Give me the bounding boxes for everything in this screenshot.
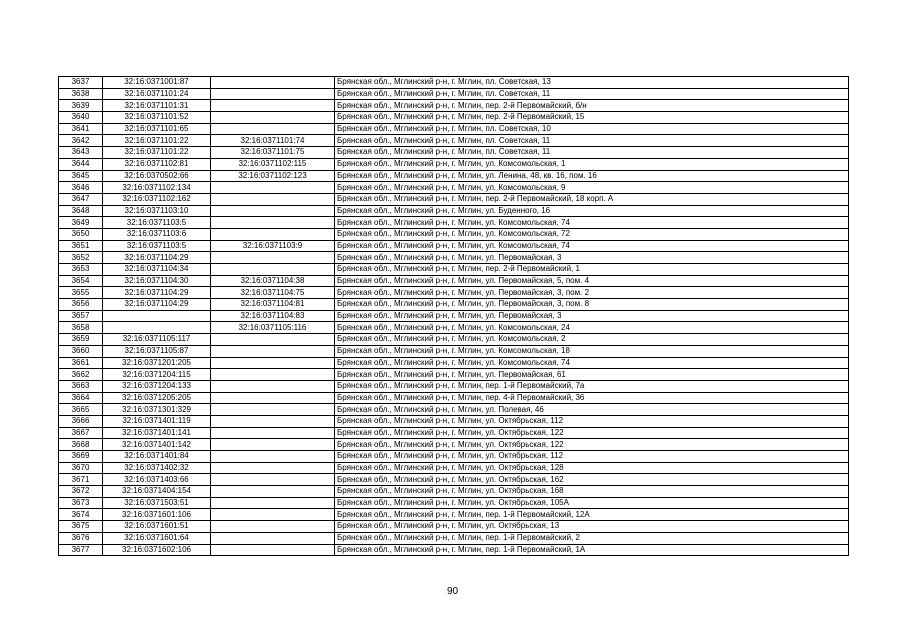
row-number-cell: 3658 [59, 322, 103, 334]
cadastral-number-cell: 32:16:0371204:133 [103, 380, 211, 392]
cadastral-table [58, 76, 849, 556]
object-cadastral-number-cell: 32:16:0371103:9 [211, 240, 335, 252]
object-cadastral-number-cell [211, 228, 335, 240]
object-cadastral-number-cell [211, 334, 335, 346]
cadastral-number-cell: 32:16:0371104:30 [103, 275, 211, 287]
row-number-cell: 3670 [59, 462, 103, 474]
object-cadastral-number-cell: 32:16:0371105:116 [211, 322, 335, 334]
table-row [59, 474, 849, 486]
cadastral-number-cell: 32:16:0371101:31 [103, 100, 211, 112]
address-cell: Брянская обл., Мглинский р-н, г. Мглин, пл. Советская, 10 [335, 123, 849, 135]
address-cell: Брянская обл., Мглинский р-н, г. Мглин, ул. Первомайская, 3, пом. 2 [335, 287, 849, 299]
row-number-cell: 3638 [59, 88, 103, 100]
row-number-cell: 3645 [59, 170, 103, 182]
cadastral-number-cell: 32:16:0370502:66 [103, 170, 211, 182]
cadastral-number-cell: 32:16:0371105:117 [103, 334, 211, 346]
object-cadastral-number-cell [211, 532, 335, 544]
cadastral-number-cell: 32:16:0371103:10 [103, 205, 211, 217]
table-row [59, 299, 849, 311]
table-row [59, 135, 849, 147]
address-cell: Брянская обл., Мглинский р-н, г. Мглин, ул. Октябрьская, 122 [335, 427, 849, 439]
cadastral-number-cell: 32:16:0371102:81 [103, 158, 211, 170]
cadastral-number-cell: 32:16:0371104:34 [103, 264, 211, 276]
address-cell: Брянская обл., Мглинский р-н, г. Мглин, ул. Первомайская, 5, пом. 4 [335, 275, 849, 287]
cadastral-number-cell: 32:16:0371001:87 [103, 77, 211, 89]
address-cell: Брянская обл., Мглинский р-н, г. Мглин, ул. Октябрьская, 162 [335, 474, 849, 486]
address-cell: Брянская обл., Мглинский р-н, г. Мглин, пер. 2-й Первомайский, б/н [335, 100, 849, 112]
object-cadastral-number-cell: 32:16:0371101:75 [211, 147, 335, 159]
cadastral-number-cell: 32:16:0371205:205 [103, 392, 211, 404]
row-number-cell: 3657 [59, 310, 103, 322]
table-row [59, 357, 849, 369]
address-cell: Брянская обл., Мглинский р-н, г. Мглин, пл. Советская, 11 [335, 88, 849, 100]
object-cadastral-number-cell: 32:16:0371104:81 [211, 299, 335, 311]
row-number-cell: 3674 [59, 509, 103, 521]
row-number-cell: 3647 [59, 193, 103, 205]
row-number-cell: 3660 [59, 345, 103, 357]
cadastral-number-cell: 32:16:0371105:87 [103, 345, 211, 357]
address-cell: Брянская обл., Мглинский р-н, г. Мглин, пер. 2-й Первомайский, 15 [335, 112, 849, 124]
row-number-cell: 3662 [59, 369, 103, 381]
cadastral-number-cell: 32:16:0371104:29 [103, 287, 211, 299]
cadastral-number-cell [103, 310, 211, 322]
object-cadastral-number-cell [211, 77, 335, 89]
table-row [59, 217, 849, 229]
table-row [59, 369, 849, 381]
address-cell: Брянская обл., Мглинский р-н, г. Мглин, ул. Комсомольская, 74 [335, 217, 849, 229]
cadastral-number-cell: 32:16:0371101:65 [103, 123, 211, 135]
object-cadastral-number-cell [211, 380, 335, 392]
row-number-cell: 3654 [59, 275, 103, 287]
cadastral-number-cell: 32:16:0371104:29 [103, 252, 211, 264]
cadastral-number-cell: 32:16:0371201:205 [103, 357, 211, 369]
address-cell: Брянская обл., Мглинский р-н, г. Мглин, пер. 4-й Первомайский, 36 [335, 392, 849, 404]
cadastral-number-cell [103, 322, 211, 334]
table-row [59, 345, 849, 357]
row-number-cell: 3639 [59, 100, 103, 112]
table-row [59, 380, 849, 392]
object-cadastral-number-cell: 32:16:0371101:74 [211, 135, 335, 147]
table-row [59, 100, 849, 112]
table-row [59, 532, 849, 544]
table-row [59, 439, 849, 451]
object-cadastral-number-cell [211, 100, 335, 112]
address-cell: Брянская обл., Мглинский р-н, г. Мглин, ул. Первомайская, 3 [335, 310, 849, 322]
table-row [59, 415, 849, 427]
table-row [59, 310, 849, 322]
address-cell: Брянская обл., Мглинский р-н, г. Мглин, пер. 1-й Первомайский, 2 [335, 532, 849, 544]
table-row [59, 205, 849, 217]
table-row [59, 275, 849, 287]
object-cadastral-number-cell [211, 112, 335, 124]
object-cadastral-number-cell: 32:16:0371102:115 [211, 158, 335, 170]
row-number-cell: 3663 [59, 380, 103, 392]
address-cell: Брянская обл., Мглинский р-н, г. Мглин, ул. Комсомольская, 74 [335, 240, 849, 252]
row-number-cell: 3672 [59, 486, 103, 498]
table-row [59, 88, 849, 100]
row-number-cell: 3643 [59, 147, 103, 159]
row-number-cell: 3676 [59, 532, 103, 544]
address-cell: Брянская обл., Мглинский р-н, г. Мглин, ул. Комсомольская, 1 [335, 158, 849, 170]
row-number-cell: 3653 [59, 264, 103, 276]
row-number-cell: 3656 [59, 299, 103, 311]
cadastral-number-cell: 32:16:0371401:84 [103, 451, 211, 463]
row-number-cell: 3637 [59, 77, 103, 89]
row-number-cell: 3666 [59, 415, 103, 427]
table-row [59, 193, 849, 205]
object-cadastral-number-cell [211, 451, 335, 463]
object-cadastral-number-cell [211, 123, 335, 135]
table-row [59, 264, 849, 276]
address-cell: Брянская обл., Мглинский р-н, г. Мглин, пл. Советская, 11 [335, 135, 849, 147]
address-cell: Брянская обл., Мглинский р-н, г. Мглин, ул. Октябрьская, 128 [335, 462, 849, 474]
table-row [59, 462, 849, 474]
object-cadastral-number-cell [211, 88, 335, 100]
address-cell: Брянская обл., Мглинский р-н, г. Мглин, ул. Октябрьская, 122 [335, 439, 849, 451]
cadastral-number-cell: 32:16:0371102:162 [103, 193, 211, 205]
address-cell: Брянская обл., Мглинский р-н, г. Мглин, ул. Октябрьская, 112 [335, 451, 849, 463]
object-cadastral-number-cell [211, 252, 335, 264]
object-cadastral-number-cell [211, 182, 335, 194]
object-cadastral-number-cell [211, 544, 335, 556]
table-row [59, 123, 849, 135]
address-cell: Брянская обл., Мглинский р-н, г. Мглин, ул. Комсомольская, 9 [335, 182, 849, 194]
address-cell: Брянская обл., Мглинский р-н, г. Мглин, ул. Комсомольская, 2 [335, 334, 849, 346]
cadastral-number-cell: 32:16:0371404:154 [103, 486, 211, 498]
table-row [59, 404, 849, 416]
object-cadastral-number-cell [211, 217, 335, 229]
address-cell: Брянская обл., Мглинский р-н, г. Мглин, ул. Буденного, 16 [335, 205, 849, 217]
table-row [59, 147, 849, 159]
row-number-cell: 3649 [59, 217, 103, 229]
row-number-cell: 3651 [59, 240, 103, 252]
cadastral-number-cell: 32:16:0371503:51 [103, 497, 211, 509]
object-cadastral-number-cell [211, 345, 335, 357]
cadastral-number-cell: 32:16:0371301:329 [103, 404, 211, 416]
cadastral-number-cell: 32:16:0371601:64 [103, 532, 211, 544]
row-number-cell: 3641 [59, 123, 103, 135]
table-row [59, 544, 849, 556]
address-cell: Брянская обл., Мглинский р-н, г. Мглин, ул. Комсомольская, 72 [335, 228, 849, 240]
table-row [59, 521, 849, 533]
object-cadastral-number-cell [211, 439, 335, 451]
row-number-cell: 3655 [59, 287, 103, 299]
row-number-cell: 3671 [59, 474, 103, 486]
address-cell: Брянская обл., Мглинский р-н, г. Мглин, пл. Советская, 11 [335, 147, 849, 159]
table-row [59, 427, 849, 439]
cadastral-number-cell: 32:16:0371101:22 [103, 135, 211, 147]
object-cadastral-number-cell: 32:16:0371104:38 [211, 275, 335, 287]
row-number-cell: 3642 [59, 135, 103, 147]
object-cadastral-number-cell [211, 415, 335, 427]
address-cell: Брянская обл., Мглинский р-н, г. Мглин, ул. Ленина, 48, кв. 16, пом. 16 [335, 170, 849, 182]
address-cell: Брянская обл., Мглинский р-н, г. Мглин, ул. Первомайская, 3, пом. 8 [335, 299, 849, 311]
object-cadastral-number-cell [211, 205, 335, 217]
row-number-cell: 3677 [59, 544, 103, 556]
table-row [59, 170, 849, 182]
row-number-cell: 3644 [59, 158, 103, 170]
address-cell: Брянская обл., Мглинский р-н, г. Мглин, пер. 1-й Первомайский, 1А [335, 544, 849, 556]
row-number-cell: 3673 [59, 497, 103, 509]
object-cadastral-number-cell [211, 474, 335, 486]
cadastral-number-cell: 32:16:0371101:24 [103, 88, 211, 100]
cadastral-number-cell: 32:16:0371402:32 [103, 462, 211, 474]
table-row [59, 486, 849, 498]
cadastral-number-cell: 32:16:0371403:66 [103, 474, 211, 486]
cadastral-number-cell: 32:16:0371103:6 [103, 228, 211, 240]
address-cell: Брянская обл., Мглинский р-н, г. Мглин, пер. 1-й Первомайский, 12А [335, 509, 849, 521]
table-row [59, 77, 849, 89]
row-number-cell: 3659 [59, 334, 103, 346]
row-number-cell: 3652 [59, 252, 103, 264]
object-cadastral-number-cell [211, 509, 335, 521]
address-cell: Брянская обл., Мглинский р-н, г. Мглин, ул. Первомайская, 3 [335, 252, 849, 264]
object-cadastral-number-cell [211, 462, 335, 474]
row-number-cell: 3668 [59, 439, 103, 451]
row-number-cell: 3646 [59, 182, 103, 194]
cadastral-number-cell: 32:16:0371401:141 [103, 427, 211, 439]
row-number-cell: 3664 [59, 392, 103, 404]
row-number-cell: 3648 [59, 205, 103, 217]
cadastral-number-cell: 32:16:0371204:115 [103, 369, 211, 381]
cadastral-number-cell: 32:16:0371601:106 [103, 509, 211, 521]
cadastral-number-cell: 32:16:0371104:29 [103, 299, 211, 311]
cadastral-number-cell: 32:16:0371602:106 [103, 544, 211, 556]
table-row [59, 497, 849, 509]
object-cadastral-number-cell [211, 427, 335, 439]
cadastral-number-cell: 32:16:0371401:119 [103, 415, 211, 427]
table-row [59, 334, 849, 346]
object-cadastral-number-cell: 32:16:0371102:123 [211, 170, 335, 182]
address-cell: Брянская обл., Мглинский р-н, г. Мглин, пер. 2-й Первомайский, 18 корп. А [335, 193, 849, 205]
table-row [59, 392, 849, 404]
table-row [59, 112, 849, 124]
address-cell: Брянская обл., Мглинский р-н, г. Мглин, ул. Октябрьская, 112 [335, 415, 849, 427]
address-cell: Брянская обл., Мглинский р-н, г. Мглин, пл. Советская, 13 [335, 77, 849, 89]
table-row [59, 451, 849, 463]
address-cell: Брянская обл., Мглинский р-н, г. Мглин, ул. Комсомольская, 24 [335, 322, 849, 334]
table-row [59, 228, 849, 240]
object-cadastral-number-cell: 32:16:0371104:75 [211, 287, 335, 299]
table-row [59, 252, 849, 264]
object-cadastral-number-cell [211, 369, 335, 381]
row-number-cell: 3650 [59, 228, 103, 240]
cadastral-number-cell: 32:16:0371103:5 [103, 217, 211, 229]
address-cell: Брянская обл., Мглинский р-н, г. Мглин, ул. Комсомольская, 18 [335, 345, 849, 357]
table-row [59, 240, 849, 252]
object-cadastral-number-cell [211, 404, 335, 416]
address-cell: Брянская обл., Мглинский р-н, г. Мглин, ул. Первомайская, 61 [335, 369, 849, 381]
row-number-cell: 3667 [59, 427, 103, 439]
table-row [59, 158, 849, 170]
object-cadastral-number-cell [211, 264, 335, 276]
object-cadastral-number-cell [211, 521, 335, 533]
address-cell: Брянская обл., Мглинский р-н, г. Мглин, ул. Октябрьская, 105А [335, 497, 849, 509]
table-body [59, 77, 849, 556]
cadastral-number-cell: 32:16:0371101:52 [103, 112, 211, 124]
address-cell: Брянская обл., Мглинский р-н, г. Мглин, ул. Октябрьская, 13 [335, 521, 849, 533]
row-number-cell: 3661 [59, 357, 103, 369]
address-cell: Брянская обл., Мглинский р-н, г. Мглин, ул. Полевая, 46 [335, 404, 849, 416]
object-cadastral-number-cell [211, 486, 335, 498]
object-cadastral-number-cell [211, 193, 335, 205]
table-row [59, 509, 849, 521]
table-row [59, 287, 849, 299]
table-row [59, 182, 849, 194]
cadastral-number-cell: 32:16:0371101:22 [103, 147, 211, 159]
row-number-cell: 3669 [59, 451, 103, 463]
object-cadastral-number-cell [211, 497, 335, 509]
object-cadastral-number-cell [211, 392, 335, 404]
address-cell: Брянская обл., Мглинский р-н, г. Мглин, ул. Октябрьская, 168 [335, 486, 849, 498]
address-cell: Брянская обл., Мглинский р-н, г. Мглин, ул. Комсомольская, 74 [335, 357, 849, 369]
object-cadastral-number-cell [211, 357, 335, 369]
cadastral-number-cell: 32:16:0371103:5 [103, 240, 211, 252]
page-number: 90 [446, 586, 459, 597]
cadastral-number-cell: 32:16:0371401:142 [103, 439, 211, 451]
address-cell: Брянская обл., Мглинский р-н, г. Мглин, пер. 2-й Первомайский, 1 [335, 264, 849, 276]
cadastral-number-cell: 32:16:0371102:134 [103, 182, 211, 194]
row-number-cell: 3675 [59, 521, 103, 533]
address-cell: Брянская обл., Мглинский р-н, г. Мглин, пер. 1-й Первомайский, 7а [335, 380, 849, 392]
cadastral-number-cell: 32:16:0371601:51 [103, 521, 211, 533]
row-number-cell: 3640 [59, 112, 103, 124]
object-cadastral-number-cell: 32:16:0371104:83 [211, 310, 335, 322]
table-row [59, 322, 849, 334]
row-number-cell: 3665 [59, 404, 103, 416]
